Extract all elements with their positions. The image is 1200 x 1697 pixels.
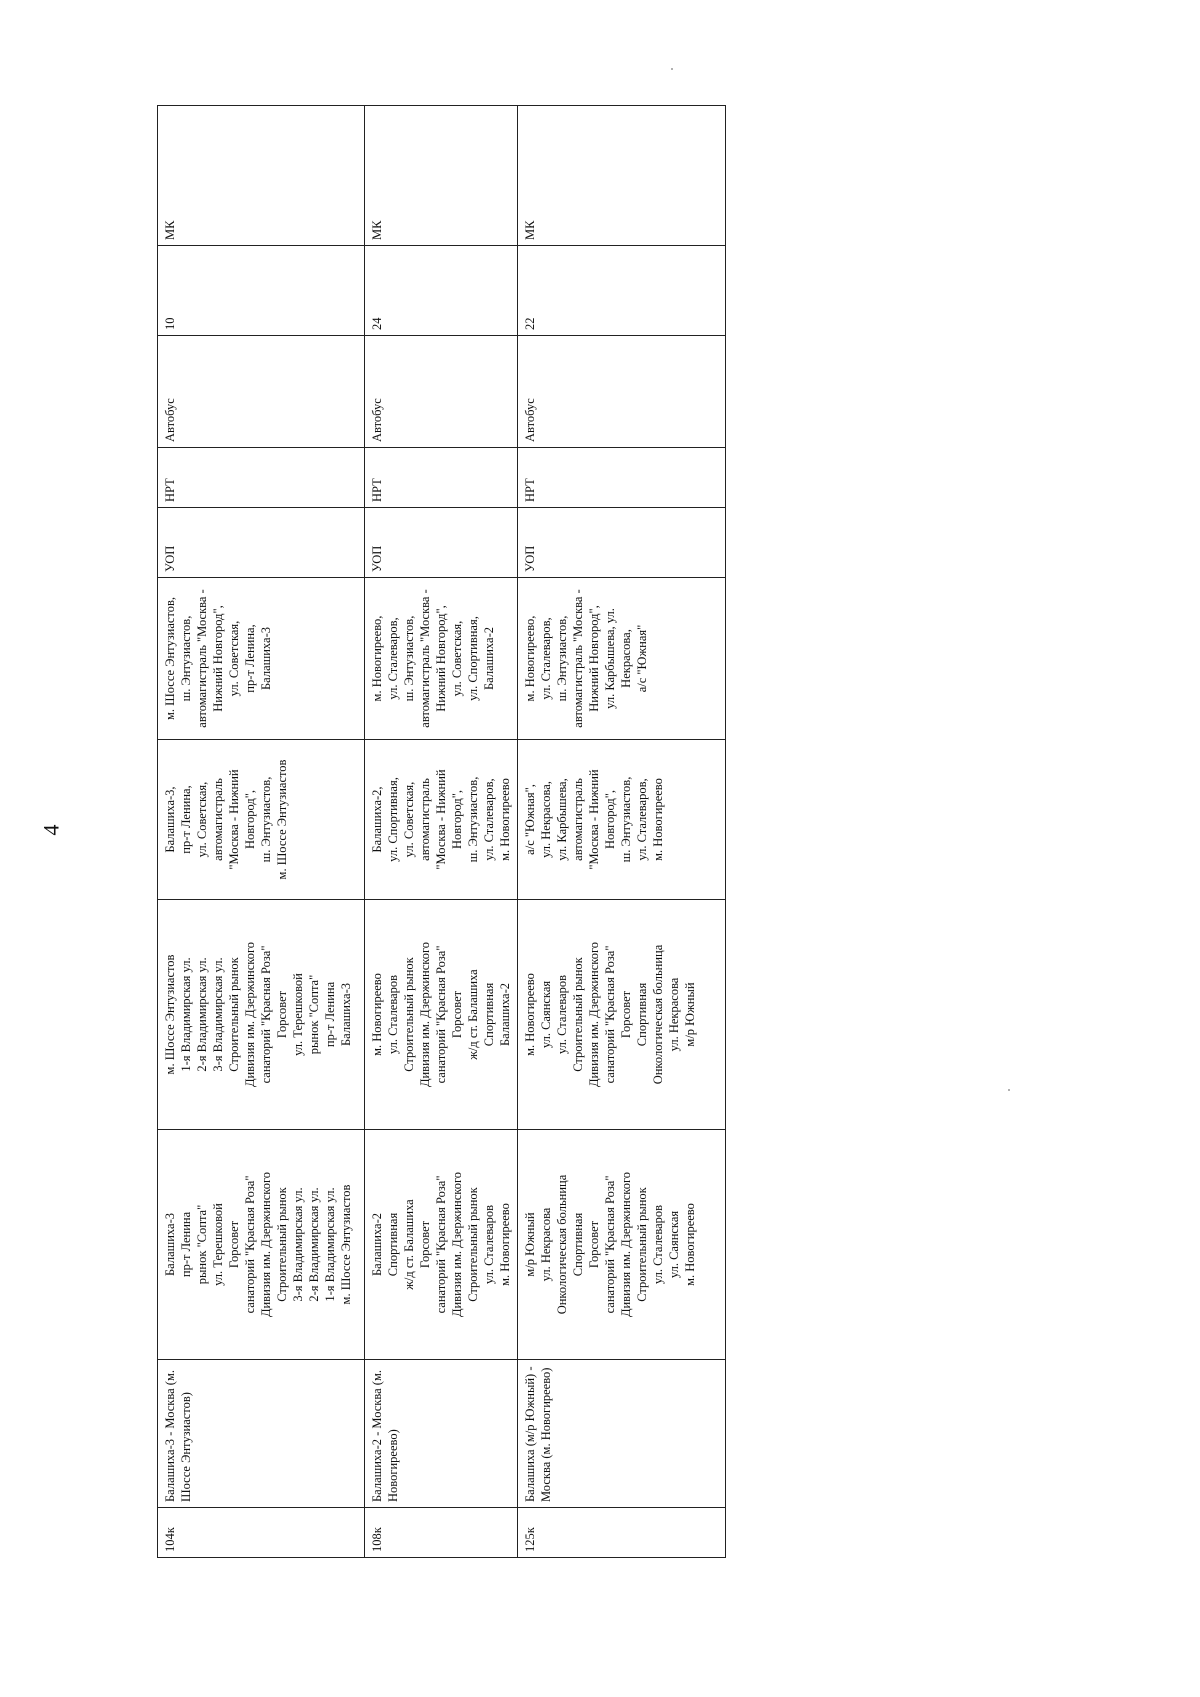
list-item: 1-я Владимирская ул. bbox=[323, 1187, 337, 1302]
list-item: Онкологическая больница bbox=[651, 944, 665, 1085]
list-item: Нижний Новгород", bbox=[434, 605, 448, 712]
rotated-table-container bbox=[157, 106, 721, 1558]
stops-forward bbox=[158, 1130, 365, 1360]
route-row bbox=[518, 106, 726, 1558]
list-item: пр-т Ленина, bbox=[179, 785, 193, 854]
list-item: ш. Энтузиастов, bbox=[179, 615, 193, 702]
list-item: Дивизия им. Дзержинского bbox=[243, 941, 257, 1088]
list-item: Онкологическая больница bbox=[555, 1174, 569, 1315]
list-item: санаторий "Красная Роза" bbox=[603, 1175, 617, 1314]
list-item: Спортивная bbox=[571, 1212, 585, 1277]
list-item: Дивизия им. Дзержинского bbox=[619, 1171, 633, 1318]
list-item: Новгород", bbox=[603, 790, 617, 849]
list-item: ул. Саянская bbox=[539, 980, 553, 1049]
stops-backward bbox=[518, 900, 726, 1130]
list-item: а/с "Южная", bbox=[523, 784, 537, 855]
vehicle-type: Автобус bbox=[518, 336, 726, 448]
list-item: м. Шоссе Энтузиастов bbox=[339, 1184, 353, 1305]
streets-forward bbox=[365, 740, 518, 900]
order-type: УОП bbox=[518, 508, 726, 578]
list-item: ул. Сталеваров bbox=[482, 1204, 496, 1285]
list-item: Дивизия им. Дзержинского bbox=[587, 941, 601, 1088]
list-item: автомагистраль bbox=[211, 778, 225, 861]
list-item: Строительный рынок bbox=[635, 1187, 649, 1302]
list-item: ж/д ст. Балашиха bbox=[402, 1199, 416, 1290]
list-item: ул. Терешковой bbox=[211, 1203, 225, 1286]
list-item: ул. Советская, bbox=[402, 781, 416, 858]
scan-speck bbox=[671, 68, 673, 70]
list-item: ул. Сталеваров bbox=[555, 974, 569, 1055]
list-item: Балашиха-2, bbox=[370, 786, 384, 853]
vehicle-class: МК bbox=[518, 106, 726, 246]
list-item: м/р Южный bbox=[683, 982, 697, 1047]
list-item: автомагистраль bbox=[571, 778, 585, 861]
list-item: ш. Энтузиастов, bbox=[466, 776, 480, 863]
list-item: автомагистраль "Москва - bbox=[571, 589, 585, 728]
list-item: м. Новогиреево bbox=[651, 778, 665, 861]
tariff-type: НРТ bbox=[518, 448, 726, 508]
list-item: м. Новогиреево, bbox=[370, 615, 384, 702]
streets-backward bbox=[518, 578, 726, 740]
route-row bbox=[158, 106, 365, 1558]
route-row bbox=[365, 106, 518, 1558]
list-item: м. Новогиреево bbox=[370, 973, 384, 1056]
list-item: Новгород", bbox=[450, 790, 464, 849]
list-item: м. Шоссе Энтузиастов, bbox=[163, 596, 177, 721]
list-item: Дивизия им. Дзержинского bbox=[418, 941, 432, 1088]
list-item: санаторий "Красная Роза" bbox=[259, 945, 273, 1084]
list-item: Некрасова, bbox=[619, 629, 633, 688]
list-item: Горсовет bbox=[418, 1220, 432, 1269]
list-item: м/р Южный bbox=[523, 1212, 537, 1277]
stops-forward bbox=[518, 1130, 726, 1360]
list-item: м. Шоссе Энтузиастов bbox=[163, 954, 177, 1075]
list-item: ул. Советская, bbox=[195, 781, 209, 858]
list-item: "Москва - Нижний bbox=[434, 769, 448, 870]
vehicle-class: МК bbox=[365, 106, 518, 246]
list-item: ул. Некрасова, bbox=[539, 781, 553, 858]
routes-table bbox=[157, 105, 726, 1558]
vehicle-class: МК bbox=[158, 106, 365, 246]
list-item: Балашиха-3 bbox=[259, 627, 273, 690]
list-item: ул. Советская, bbox=[450, 620, 464, 697]
list-item: ул. Сталеваров bbox=[651, 1204, 665, 1285]
list-item: Строительный рынок bbox=[402, 957, 416, 1072]
list-item: ул. Сталеваров, bbox=[482, 778, 496, 861]
list-item: ш. Энтузиастов, bbox=[402, 615, 416, 702]
list-item: санаторий "Красная Роза" bbox=[434, 1175, 448, 1314]
list-item: пр-т Ленина bbox=[323, 981, 337, 1048]
stops-backward bbox=[365, 900, 518, 1130]
stops-forward bbox=[365, 1130, 518, 1360]
list-item: м. Новогиреево bbox=[523, 973, 537, 1056]
route-number: 125к bbox=[518, 1508, 726, 1558]
list-item: санаторий "Красная Роза" bbox=[603, 945, 617, 1084]
route-number: 108к bbox=[365, 1508, 518, 1558]
scan-speck bbox=[1008, 1089, 1010, 1091]
list-item: Балашиха-2 bbox=[370, 1213, 384, 1276]
list-item: 2-я Владимирская ул. bbox=[195, 957, 209, 1072]
list-item: ул. Некрасова bbox=[667, 977, 681, 1052]
order-type: УОП bbox=[158, 508, 365, 578]
list-item: автомагистраль bbox=[418, 778, 432, 861]
list-item: ул. Сталеваров, bbox=[539, 617, 553, 700]
list-item: Новгород", bbox=[243, 790, 257, 849]
list-item: ж/д ст. Балашиха bbox=[466, 969, 480, 1060]
list-item: м. Новогиреево bbox=[683, 1203, 697, 1286]
list-item: Балашиха-2 bbox=[498, 983, 512, 1046]
vehicle-count: 10 bbox=[158, 246, 365, 336]
list-item: автомагистраль "Москва - bbox=[418, 589, 432, 728]
list-item: санаторий "Красная Роза" bbox=[243, 1175, 257, 1314]
list-item: автомагистраль "Москва - bbox=[195, 589, 209, 728]
list-item: а/с "Южная" bbox=[635, 624, 649, 693]
list-item: пр-т Ленина bbox=[179, 1211, 193, 1278]
list-item: "Москва - Нижний bbox=[587, 769, 601, 870]
list-item: санаторий "Красная Роза" bbox=[434, 945, 448, 1084]
streets-forward bbox=[518, 740, 726, 900]
list-item: Спортивная bbox=[635, 982, 649, 1047]
list-item: Горсовет bbox=[275, 990, 289, 1039]
list-item: 3-я Владимирская ул. bbox=[291, 1187, 305, 1302]
list-item: ул. Спортивная, bbox=[386, 777, 400, 862]
list-item: Спортивная bbox=[386, 1212, 400, 1277]
list-item: Строительный рынок bbox=[466, 1187, 480, 1302]
list-item: Спортивная bbox=[482, 982, 496, 1047]
list-item: ул. Саянская bbox=[667, 1210, 681, 1279]
list-item: м. Новогиреево bbox=[498, 1203, 512, 1286]
vehicle-type: Автобус bbox=[365, 336, 518, 448]
list-item: ул. Сталеваров, bbox=[386, 617, 400, 700]
tariff-type: НРТ bbox=[158, 448, 365, 508]
list-item: ул. Карбышева, bbox=[555, 778, 569, 861]
stops-backward bbox=[158, 900, 365, 1130]
tariff-type: НРТ bbox=[365, 448, 518, 508]
list-item: ш. Энтузиастов, bbox=[259, 776, 273, 863]
list-item: ул. Спортивная, bbox=[466, 616, 480, 701]
vehicle-type: Автобус bbox=[158, 336, 365, 448]
streets-forward bbox=[158, 740, 365, 900]
list-item: ш. Энтузиастов, bbox=[555, 615, 569, 702]
route-number: 104к bbox=[158, 1508, 365, 1558]
list-item: Строительный рынок bbox=[275, 1187, 289, 1302]
list-item: Балашиха-3, bbox=[163, 786, 177, 853]
list-item: рынок "Сопта" bbox=[195, 1204, 209, 1285]
list-item: Горсовет bbox=[619, 990, 633, 1039]
list-item: ш. Энтузиастов, bbox=[619, 776, 633, 863]
list-item: ул. Сталеваров, bbox=[635, 778, 649, 861]
list-item: 2-я Владимирская ул. bbox=[307, 1187, 321, 1302]
list-item: м. Шоссе Энтузиастов bbox=[275, 759, 289, 880]
list-item: пр-т Ленина, bbox=[243, 624, 257, 693]
list-item: "Москва - Нижний bbox=[227, 769, 241, 870]
list-item: Балашиха-3 bbox=[339, 983, 353, 1046]
list-item: рынок "Сопта" bbox=[307, 974, 321, 1055]
route-name: Балашиха-3 - Москва (м. Шоссе Энтузиастов) bbox=[158, 1360, 365, 1508]
list-item: Нижний Новгород", bbox=[587, 605, 601, 712]
list-item: ул. Карбышева, ул. bbox=[603, 608, 617, 709]
list-item: Горсовет bbox=[450, 990, 464, 1039]
list-item: Горсовет bbox=[587, 1220, 601, 1269]
list-item: 1-я Владимирская ул. bbox=[179, 957, 193, 1072]
list-item: ул. Некрасова bbox=[539, 1207, 553, 1282]
list-item: ул. Терешковой bbox=[291, 973, 305, 1056]
list-item: Дивизия им. Дзержинского bbox=[450, 1171, 464, 1318]
list-item: Строительный рынок bbox=[227, 957, 241, 1072]
streets-backward bbox=[158, 578, 365, 740]
list-item: м. Новогиреево bbox=[498, 778, 512, 861]
list-item: Строительный рынок bbox=[571, 957, 585, 1072]
list-item: 3-я Владимирская ул. bbox=[211, 957, 225, 1072]
route-name: Балашиха-2 - Москва (м. Новогиреево) bbox=[365, 1360, 518, 1508]
streets-backward bbox=[365, 578, 518, 740]
list-item: ул. Сталеваров bbox=[386, 974, 400, 1055]
list-item: Нижний Новгород", bbox=[211, 605, 225, 712]
route-name: Балашиха (м/р Южный) - Москва (м. Новогиреево) bbox=[518, 1360, 726, 1508]
vehicle-count: 24 bbox=[365, 246, 518, 336]
list-item: Балашиха-2 bbox=[482, 627, 496, 690]
list-item: Горсовет bbox=[227, 1220, 241, 1269]
list-item: Балашиха-3 bbox=[163, 1213, 177, 1276]
page-number: 4 bbox=[38, 824, 64, 836]
vehicle-count: 22 bbox=[518, 246, 726, 336]
list-item: м. Новогиреево, bbox=[523, 615, 537, 702]
list-item: ул. Советская, bbox=[227, 620, 241, 697]
order-type: УОП bbox=[365, 508, 518, 578]
list-item: Дивизия им. Дзержинского bbox=[259, 1171, 273, 1318]
